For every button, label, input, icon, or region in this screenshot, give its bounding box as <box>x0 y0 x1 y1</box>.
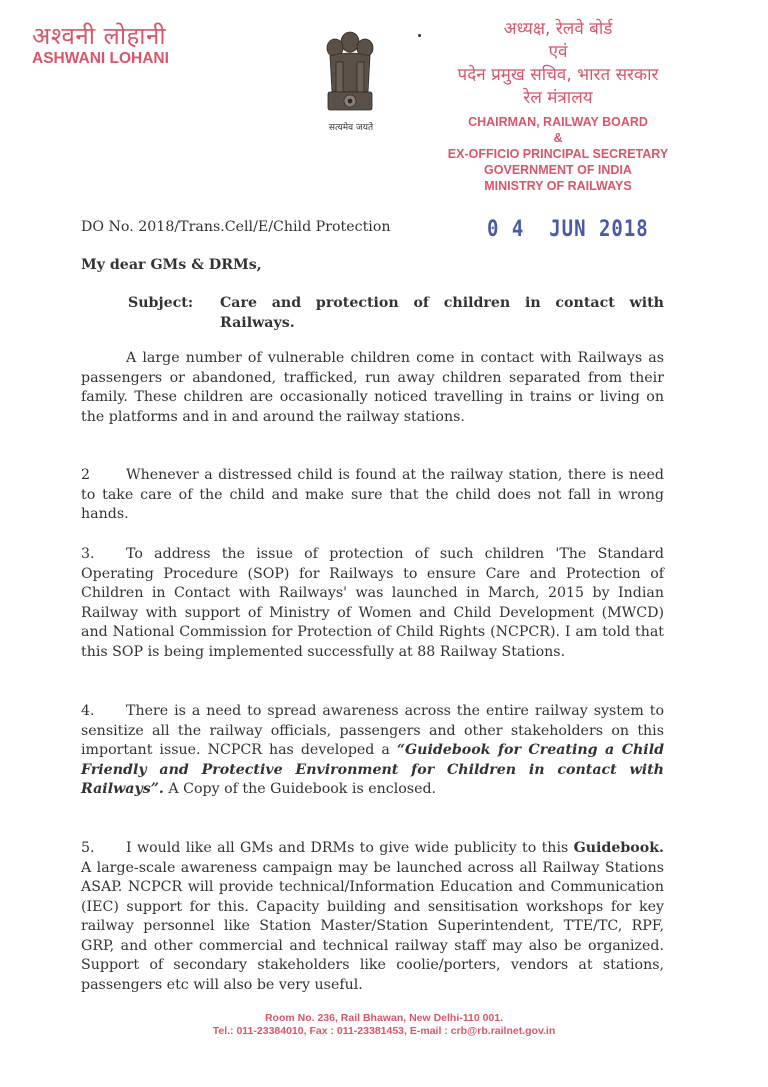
emblem-motto: सत्यमेव जयते <box>328 123 374 133</box>
designation-hindi-line: अध्यक्ष, रेलवे बोर्ड <box>503 19 613 39</box>
paragraph-number: 4. <box>81 703 95 719</box>
date-stamp: 0 4 JUN 2018 <box>487 216 649 242</box>
do-number: DO No. 2018/Trans.Cell/E/Child Protection <box>81 219 391 235</box>
guidebook-title: “Guidebook for Creating a Child Friendly and Protective Environment for Children in contact with Railways”. <box>81 742 664 797</box>
designation-english-line: & <box>553 131 563 145</box>
sender-name-block <box>32 22 169 68</box>
subject-line <box>128 294 664 333</box>
sender-name-hindi: अश्वनी लोहानी <box>32 22 167 50</box>
designation-english-line: GOVERNMENT OF INDIA <box>484 163 632 177</box>
guidebook-emphasis: Guidebook. <box>573 840 664 856</box>
paragraph-text: To address the issue of protection of such children 'The Standard Operating Procedure (SOP) for Railways to ensure Care and Protection of Children in Contact with Railways' was launched in March, 2015 by Indian Railway with support of Ministry of Women and Child Development (MWCD) and National Commission for Protection of Child Rights (NCPCR). I am told that this SOP is being implemented successfully at 88 Railway Stations. <box>81 546 664 660</box>
paragraph-number: 5. <box>81 840 95 856</box>
paragraph-text: A large-scale awareness campaign may be launched across all Railway Stations ASAP. NCPCR will provide technical/Information Education and Communication (IEC) support for this. Capacity building and sensitisation workshops for key railway personnel like Station Master/Station Superintendent, TTE/TC, RPF, GRP, and other commercial and technical railway staff may also be organized. Support of secondary stakeholders like coolie/porters, vendors at stations, passengers etc will also be very useful. <box>81 859 664 993</box>
national-emblem-icon <box>322 22 378 122</box>
designation-hindi-line: एवं <box>548 42 568 62</box>
paragraph-text: A large number of vulnerable children come in contact with Railways as passengers or abandoned, trafficked, run away children separated from their family. These children are occasionally noticed travelling in trains or living on the platforms and in and around the railway stations. <box>81 350 664 425</box>
paragraph-text: There is a need to spread awareness across the entire railway system to sensitize all the railway officials, passengers and other stakeholders on this important issue. NCPCR has developed a <box>81 703 664 758</box>
designation-hindi-line: पदेन प्रमुख सचिव, भारत सरकार <box>457 65 659 85</box>
footer-address: Room No. 236, Rail Bhawan, New Delhi-110 001. <box>264 1012 504 1024</box>
designation-block <box>438 18 678 194</box>
paragraph-2 <box>81 466 664 525</box>
paragraph-1 <box>81 349 664 427</box>
paragraph-number: 2 <box>81 467 91 483</box>
paragraph-5 <box>81 839 664 995</box>
scan-speck <box>418 34 421 37</box>
letterhead-footer <box>0 1012 768 1038</box>
designation-english-line: EX-OFFICIO PRINCIPAL SECRETARY <box>447 147 669 161</box>
subject-text: Care and protection of children in contact with Railways. <box>220 295 664 331</box>
paragraph-text: A Copy of the Guidebook is enclosed. <box>163 781 437 797</box>
paragraph-text: I would like all GMs and DRMs to give wide publicity to this <box>126 840 574 856</box>
paragraph-text: Whenever a distressed child is found at the railway station, there is need to take care of the child and make sure that the child does not fall in wrong hands. <box>81 467 664 522</box>
paragraph-3 <box>81 545 664 662</box>
sender-name-english: ASHWANI LOHANI <box>32 50 169 67</box>
designation-hindi-line: रेल मंत्रालय <box>523 88 593 108</box>
subject-label: Subject: <box>128 295 194 311</box>
paragraph-number: 3. <box>81 546 95 562</box>
footer-contact: Tel.: 011-23384010, Fax : 011-23381453, E-mail : crb@rb.railnet.gov.in <box>212 1025 556 1037</box>
paragraph-4 <box>81 702 664 800</box>
designation-english-line: CHAIRMAN, RAILWAY BOARD <box>468 115 648 129</box>
salutation: My dear GMs & DRMs, <box>81 257 262 273</box>
designation-english-line: MINISTRY OF RAILWAYS <box>484 179 632 193</box>
